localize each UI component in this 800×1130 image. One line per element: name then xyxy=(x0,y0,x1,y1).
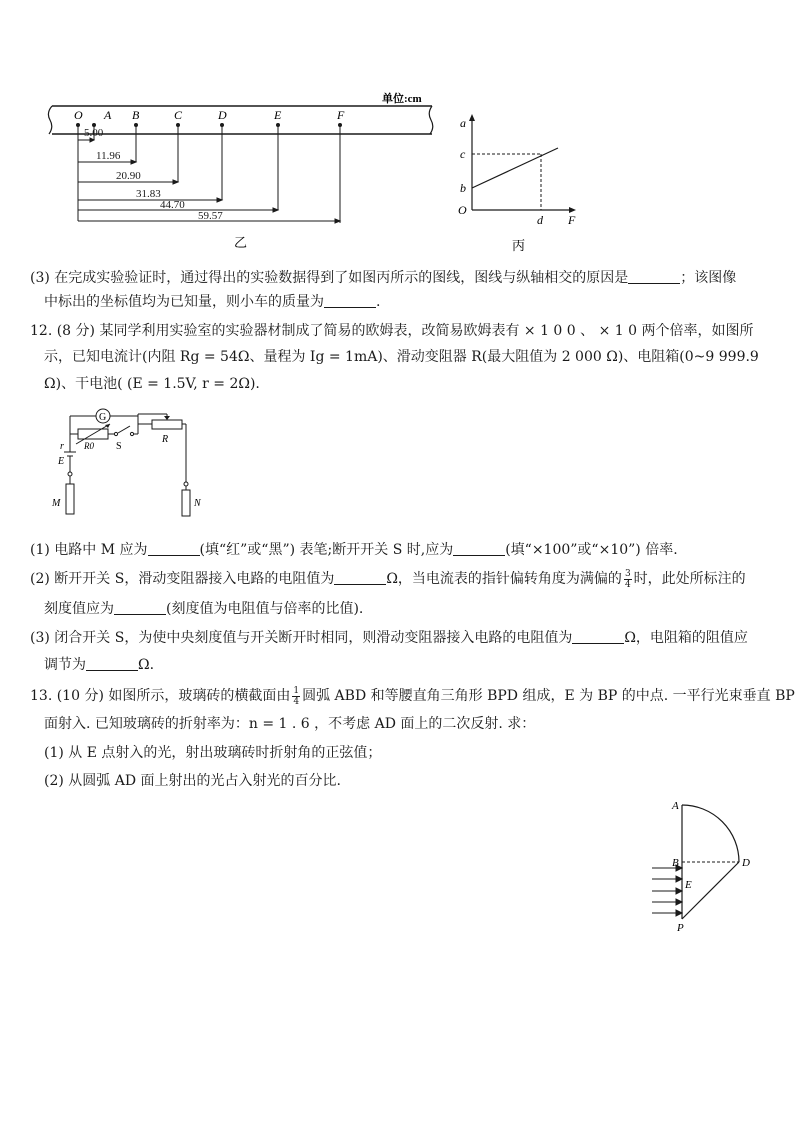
fig-E: E xyxy=(685,879,692,891)
q13-line1 xyxy=(30,686,795,707)
q12-part1 xyxy=(30,540,678,560)
q12-line1: 12. (8 分) 某同学利用实验室的实验器材制成了简易的欧姆表，改简易欧姆表有 × 1 0 0 、 × 1 0 两个倍率，如图所 xyxy=(30,323,754,339)
q12-p2-a: (2) 断开开关 S，滑动变阻器接入电路的电阻值为 xyxy=(30,571,335,587)
fig-B: B xyxy=(672,857,679,869)
point-A: A xyxy=(104,108,112,122)
q12-blank-1 xyxy=(148,541,200,556)
q12-part2-line1 xyxy=(30,569,746,590)
origin-O: O xyxy=(458,203,467,217)
tape-right-break xyxy=(429,106,433,134)
fig-P: P xyxy=(677,922,684,934)
label-d: d xyxy=(537,213,543,227)
point-D: D xyxy=(218,108,227,122)
tape-dots xyxy=(76,123,342,127)
circuit-R0: R0 xyxy=(84,441,94,451)
circuit-diagram xyxy=(48,402,208,532)
q12-p3-b: Ω，电阻箱的阻值应 xyxy=(624,630,748,646)
figure-caption-bing: 丙 xyxy=(512,238,526,253)
tape-figure xyxy=(40,88,440,253)
dist-OB: 11.96 xyxy=(96,150,121,162)
label-b: b xyxy=(460,181,466,195)
q13-part1: (1) 从 E 点射入的光，射出玻璃砖时折射角的正弦值； xyxy=(44,745,382,761)
q11-3-line1 xyxy=(30,268,736,288)
figure-caption-yi: 乙 xyxy=(234,235,248,250)
dist-OF: 59.57 xyxy=(198,210,223,222)
q12-blank-5 xyxy=(572,629,624,644)
q12-p2-c: 时，此处所标注的 xyxy=(633,571,746,587)
point-O: O xyxy=(74,108,83,122)
q13-line2: 面射入. 已知玻璃砖的折射率为：n = 1 . 6 ，不考虑 AD 面上的二次反射. 求： xyxy=(44,716,536,732)
point-B: B xyxy=(132,108,140,122)
q13-text-b: 圆弧 ABD 和等腰直角三角形 BPD 组成，E 为 BP 的中点. 一平行光束垂直 BP xyxy=(302,688,795,704)
q12-part3-line1 xyxy=(30,628,748,648)
circuit-r: r xyxy=(60,441,64,452)
incident-rays xyxy=(652,865,682,916)
fig-A: A xyxy=(672,800,679,812)
dist-OD: 31.83 xyxy=(136,188,161,200)
circuit-M: M xyxy=(52,498,61,509)
q12-line2: 示，已知电流计(内阻 Rg = 54Ω、量程为 Ig = 1mA)、滑动变阻器 R(最大阻值为 2 000 Ω)、电阻箱(0~9 999.9 xyxy=(44,349,759,365)
fig-D: D xyxy=(742,857,750,869)
point-C: C xyxy=(174,108,183,122)
dist-OA: 5.00 xyxy=(84,127,104,139)
circuit-R: R xyxy=(162,434,169,445)
q11-3-text-d: . xyxy=(376,294,381,310)
q11-3-line2 xyxy=(44,292,380,312)
q12-blank-3 xyxy=(334,570,386,585)
circuit-G: G xyxy=(99,412,107,423)
q12-part3-line2 xyxy=(44,655,154,675)
q12-p1-c: (填“×100”或“×10”) 倍率. xyxy=(505,542,678,558)
q12-p1-a: (1) 电路中 M 应为 xyxy=(30,542,148,558)
graph-figure xyxy=(450,110,590,255)
q11-3-blank-1 xyxy=(628,269,680,284)
q12-part2-line2 xyxy=(44,599,363,619)
dist-OE: 44.70 xyxy=(160,199,185,211)
unit-label: 单位:cm xyxy=(382,93,422,105)
q12-blank-6 xyxy=(86,656,138,671)
label-c: c xyxy=(460,147,466,161)
tape-left-break xyxy=(48,106,52,134)
q11-3-text-a: (3) 在完成实验验证时，通过得出的实验数据得到了如图丙所示的图线，图线与纵轴相交的原因是 xyxy=(30,270,629,286)
q12-line3: Ω)、干电池( (E = 1.5V, r = 2Ω). xyxy=(44,376,260,392)
circuit-N: N xyxy=(194,498,201,509)
point-E: E xyxy=(274,108,282,122)
q11-3-text-b: ；该图像 xyxy=(680,270,737,286)
q12-blank-4 xyxy=(114,600,166,615)
circuit-S: S xyxy=(116,441,122,452)
circuit-E: E xyxy=(58,456,65,467)
dist-OC: 20.90 xyxy=(116,170,141,182)
q12-p2-e: (刻度值为电阻值与倍率的比值). xyxy=(166,601,364,617)
point-F: F xyxy=(337,108,345,122)
fraction-3-4: $\frac{3}{4}$ xyxy=(624,569,631,590)
axis-F: F xyxy=(568,213,576,227)
fraction-1-4: $\frac{1}{4}$ xyxy=(293,686,300,707)
q12-blank-2 xyxy=(453,541,505,556)
q13-text-a: 13. (10 分) 如图所示，玻璃砖的横截面由 xyxy=(30,688,291,704)
axis-a: a xyxy=(460,116,466,130)
q12-p1-b: (填“红”或“黑”) 表笔;断开开关 S 时,应为 xyxy=(199,542,454,558)
q12-p2-b: Ω，当电流表的指针偏转角度为满偏的 xyxy=(386,571,622,587)
q11-3-blank-2 xyxy=(324,293,376,308)
glass-brick-figure xyxy=(640,795,770,935)
q12-p2-d: 刻度值应为 xyxy=(44,601,114,617)
q12-p3-d: Ω. xyxy=(138,657,155,673)
q13-part2: (2) 从圆弧 AD 面上射出的光占入射光的百分比. xyxy=(44,773,341,789)
q12-p3-a: (3) 闭合开关 S，为使中央刻度值与开关断开时相同，则滑动变阻器接入电路的电阻值为 xyxy=(30,630,573,646)
q11-3-text-c: 中标出的坐标值均为已知量，则小车的质量为 xyxy=(44,294,324,310)
q12-p3-c: 调节为 xyxy=(44,657,86,673)
